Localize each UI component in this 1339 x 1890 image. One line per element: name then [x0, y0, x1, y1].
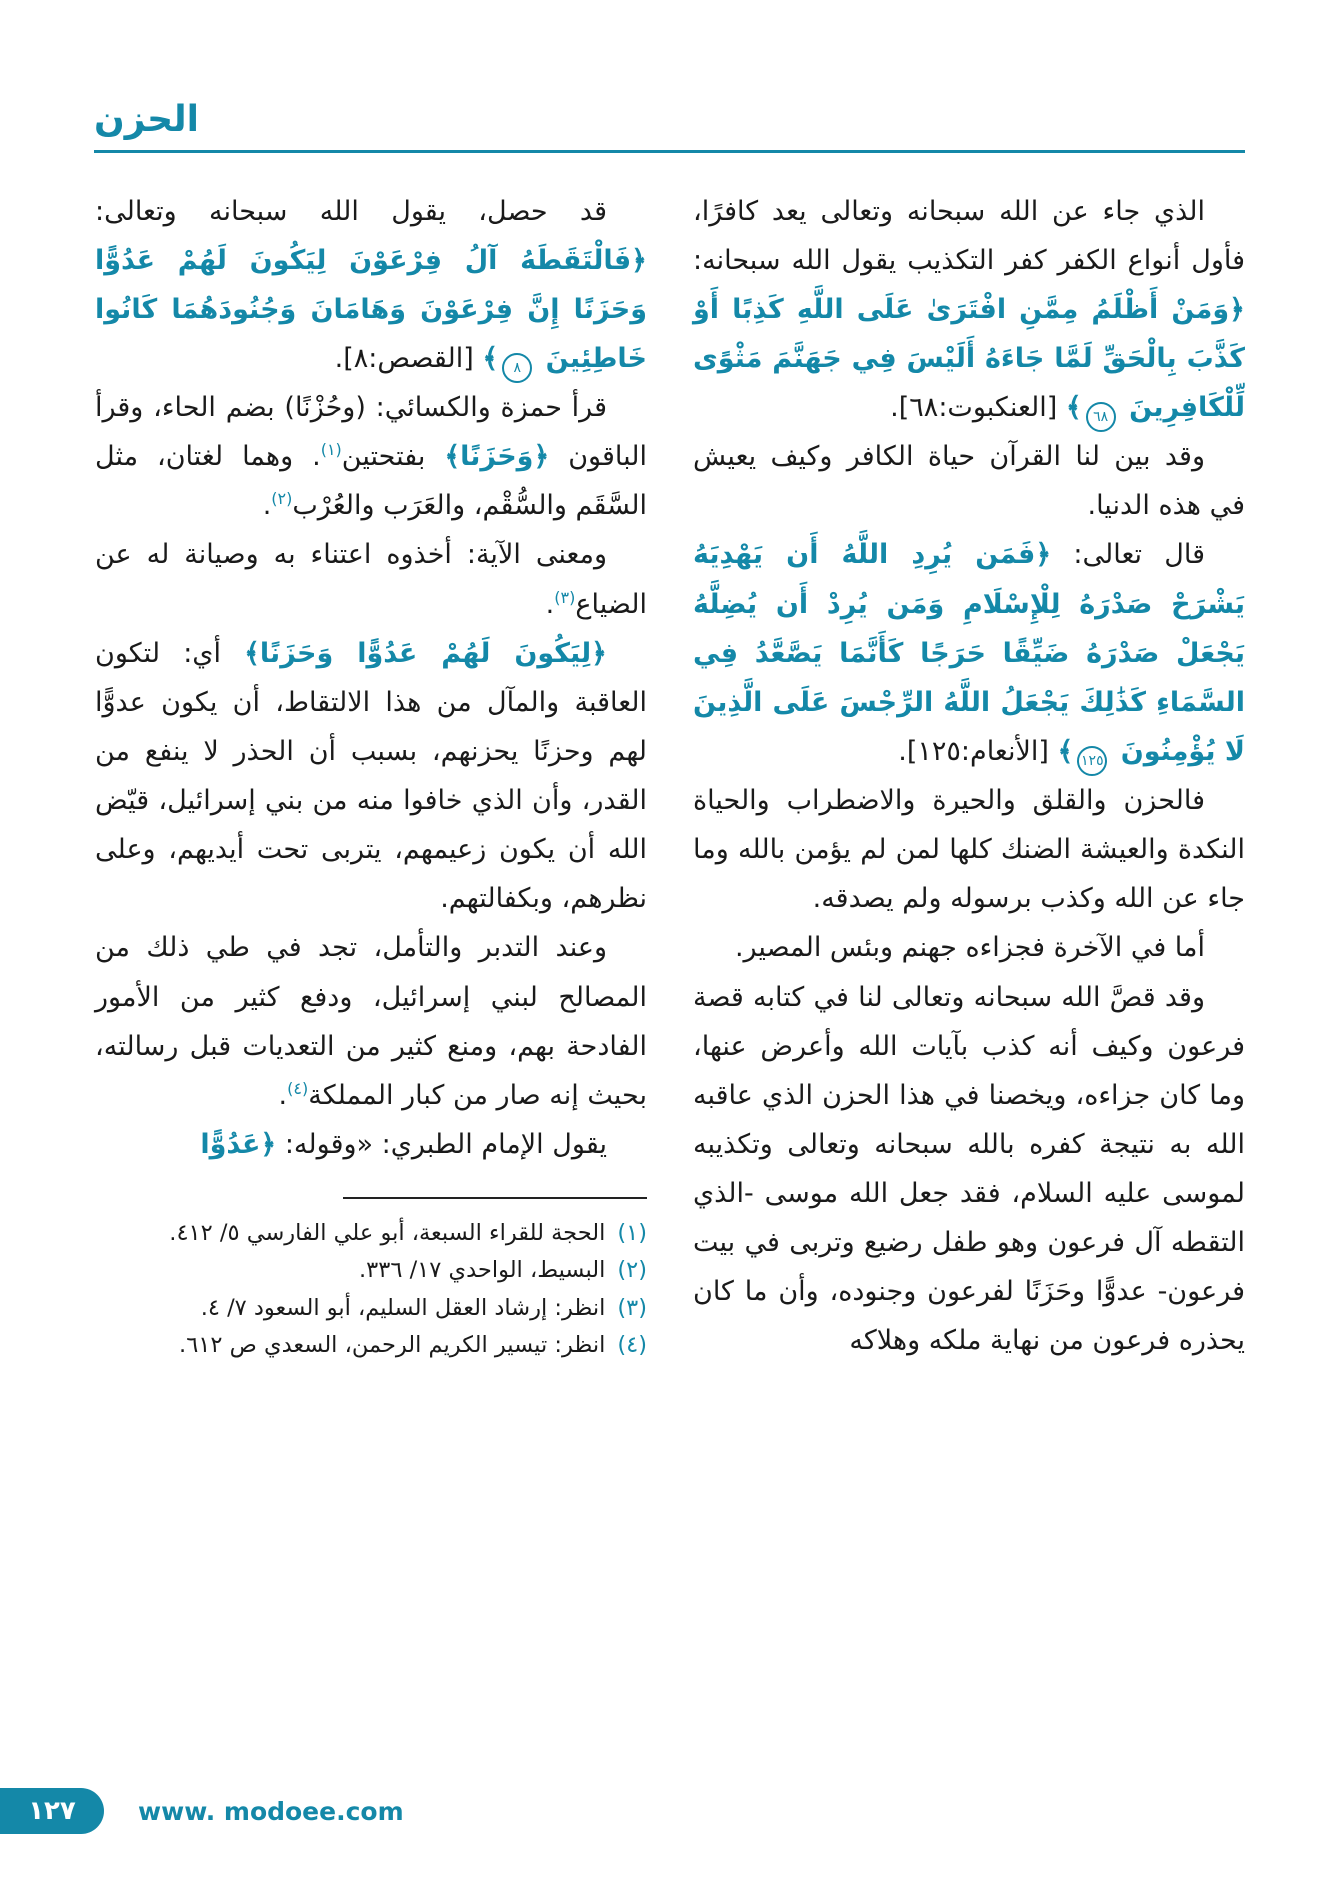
paragraph — [693, 187, 1245, 433]
body-text: قال تعالى: — [1051, 539, 1205, 571]
body-text: [القصص:٨]. — [334, 342, 483, 374]
paragraph — [693, 973, 1245, 1366]
body-text: [الأنعام:١٢٥]. — [898, 735, 1058, 767]
text-columns — [94, 187, 1245, 1366]
body-text: . — [545, 588, 555, 620]
body-text: وقد قصَّ الله سبحانه وتعالى لنا في كتابه قصة فرعون وكيف أنه كذب بآيات الله وأعرض عنها، وما كان جزاءه، ويخصنا في هذا الحزن الذي عاقبه الله به نتيجة كفره بالله سبحانه وتعالى وتكذيبه لموسى عليه السلام، فقد جعل الله موسى -الذي التقطه آل فرعون وهو طفل رضيع وتربى في بيت فرعون- عدوًّا وحَزَنًا لفرعون وجنوده، وأن ما كان يحذره فرعون من نهاية ملكه وهلاكه — [693, 981, 1245, 1357]
quran-verse: ﴾ — [1057, 735, 1074, 767]
paragraph — [693, 923, 1245, 972]
body-text: الذي جاء عن الله سبحانه وتعالى يعد كافرًا، فأول أنواع الكفر كفر التكذيب يقول الله سبحانه: — [693, 195, 1245, 276]
footnote-number: (٣) — [617, 1294, 647, 1321]
paragraph — [95, 629, 647, 924]
website-text: www. modoee.com — [138, 1796, 404, 1826]
paragraph — [95, 383, 647, 530]
quran-verse: ﴿عَدُوًّا — [200, 1128, 277, 1160]
body-text: [العنكبوت:٦٨]. — [890, 392, 1066, 424]
quran-verse: ﴾ — [482, 342, 499, 374]
body-text: ومعنى الآية: أخذوه اعتناء به وصيانة له عن الضياع — [95, 539, 647, 620]
quran-verse: ﴿وَمَنْ أَظْلَمُ مِمَّنِ افْتَرَىٰ عَلَى اللَّهِ كَذِبًا أَوْ كَذَّبَ بِالْحَقِّ لَمَّا جَاءَهُ أَلَيْسَ فِي جَهَنَّمَ مَثْوًى لِّلْكَافِرِينَ — [693, 293, 1245, 424]
header-rule — [94, 150, 1245, 153]
paragraph — [693, 530, 1245, 776]
footnote-ref: (٣) — [554, 587, 576, 607]
body-text: بفتحتين — [341, 441, 445, 473]
paragraph — [95, 923, 647, 1120]
footnote-number: (٤) — [617, 1332, 647, 1359]
body-text: . — [278, 1079, 288, 1111]
paragraph — [693, 776, 1245, 923]
footnote-text: انظر: إرشاد العقل السليم، أبو السعود ٧/ ٤. — [200, 1294, 606, 1321]
footnote-text: البسيط، الواحدي ١٧/ ٣٣٦. — [359, 1257, 606, 1284]
right-column — [693, 187, 1245, 1366]
footnote-separator — [343, 1197, 647, 1199]
quran-verse: ﴿لِيَكُونَ لَهُمْ عَدُوًّا وَحَزَنًا﴾ — [244, 637, 607, 669]
running-head-title: الحزن — [94, 99, 199, 140]
footnote-ref: (١) — [320, 440, 342, 460]
footnote-number: (١) — [617, 1220, 647, 1247]
body-text: وقد بين لنا القرآن حياة الكافر وكيف يعيش في هذه الدنيا. — [693, 441, 1245, 522]
footnote-item — [95, 1252, 647, 1289]
footnote-item — [95, 1215, 647, 1252]
footnote-ref: (٢) — [271, 489, 293, 509]
paragraph — [95, 530, 647, 628]
quran-verse: ﴿فَالْتَقَطَهُ آلُ فِرْعَوْنَ لِيَكُونَ لَهُمْ عَدُوًّا وَحَزَنًا إِنَّ فِرْعَوْنَ وَهَامَانَ وَجُنُودَهُمَا كَانُوا خَاطِئِينَ — [95, 244, 647, 374]
page-number-badge — [0, 1788, 104, 1834]
page-header — [94, 100, 1245, 153]
body-text: . — [262, 490, 272, 522]
footnote-ref: (٤) — [287, 1078, 309, 1098]
footnote-text: انظر: تيسير الكريم الرحمن، السعدي ص ٦١٢. — [179, 1332, 606, 1359]
paragraph — [95, 1120, 647, 1169]
body-text: وعند التدبر والتأمل، تجد في طي ذلك من المصالح لبني إسرائيل، ودفع كثير من الأمور الفادحة بهم، ومنع كثير من التعديات قبل رسالته، بحيث إنه صار من كبار المملكة — [95, 932, 647, 1111]
footnote-text: الحجة للقراء السبعة، أبو علي الفارسي ٥/ ٤١٢. — [169, 1220, 606, 1247]
quran-verse: ﴿فَمَن يُرِدِ اللَّهُ أَن يَهْدِيَهُ يَشْرَحْ صَدْرَهُ لِلْإِسْلَامِ وَمَن يُرِدْ أَن يُضِلَّهُ يَجْعَلْ صَدْرَهُ ضَيِّقًا حَرَجًا كَأَنَّمَا يَصَّعَّدُ فِي السَّمَاءِ كَذَٰلِكَ يَجْعَلُ اللَّهُ الرِّجْسَ عَلَى الَّذِينَ لَا يُؤْمِنُونَ — [693, 539, 1245, 767]
ayah-number-marker: ١٢٥ — [1077, 746, 1107, 776]
footnote-item — [95, 1290, 647, 1327]
body-text: . وهما لغتان، مثل السَّقَم والسُّقْم، والعَرَب والعُرْب — [95, 441, 647, 522]
column-left — [95, 187, 647, 1170]
body-text: فالحزن والقلق والحيرة والاضطراب والحياة النكدة والعيشة الضنك كلها لمن لم يؤمن بالله وما جاء عن الله وكذب برسوله ولم يصدقه. — [693, 785, 1245, 915]
ayah-number-marker: ٨ — [502, 353, 532, 383]
column-right — [693, 187, 1245, 1366]
quran-verse: ﴿وَحَزَنًا﴾ — [444, 441, 550, 473]
ayah-number-marker: ٦٨ — [1086, 402, 1116, 432]
paragraph — [95, 187, 647, 384]
body-text: أما في الآخرة فجزاءه جهنم وبئس المصير. — [734, 932, 1205, 964]
footnote-item — [95, 1327, 647, 1364]
body-text: يقول الإمام الطبري: «وقوله: — [276, 1128, 607, 1160]
paragraph — [693, 432, 1245, 530]
footnote-number: (٢) — [617, 1257, 647, 1284]
body-text: قد حصل، يقول الله سبحانه وتعالى: — [95, 195, 607, 227]
footnotes — [95, 1215, 647, 1364]
body-text: قرأ حمزة والكسائي: (وحُزْنًا) بضم الحاء، وقرأ الباقون — [95, 392, 648, 473]
page-footer — [0, 1788, 404, 1834]
page-number: ١٢٧ — [28, 1796, 76, 1826]
quran-verse: ﴾ — [1065, 392, 1082, 424]
left-column — [95, 187, 647, 1366]
body-text: أي: لتكون العاقبة والمآل من هذا الالتقاط، أن يكون عدوًّا لهم وحزنًا يحزنهم، بسبب أن الحذر لا ينفع من القدر، وأن الذي خافوا منه من بني إسرائيل، قيّض الله أن يكون زعيمهم، يتربى تحت أيديهم، وعلى نظرهم، وبكفالتهم. — [95, 637, 647, 915]
